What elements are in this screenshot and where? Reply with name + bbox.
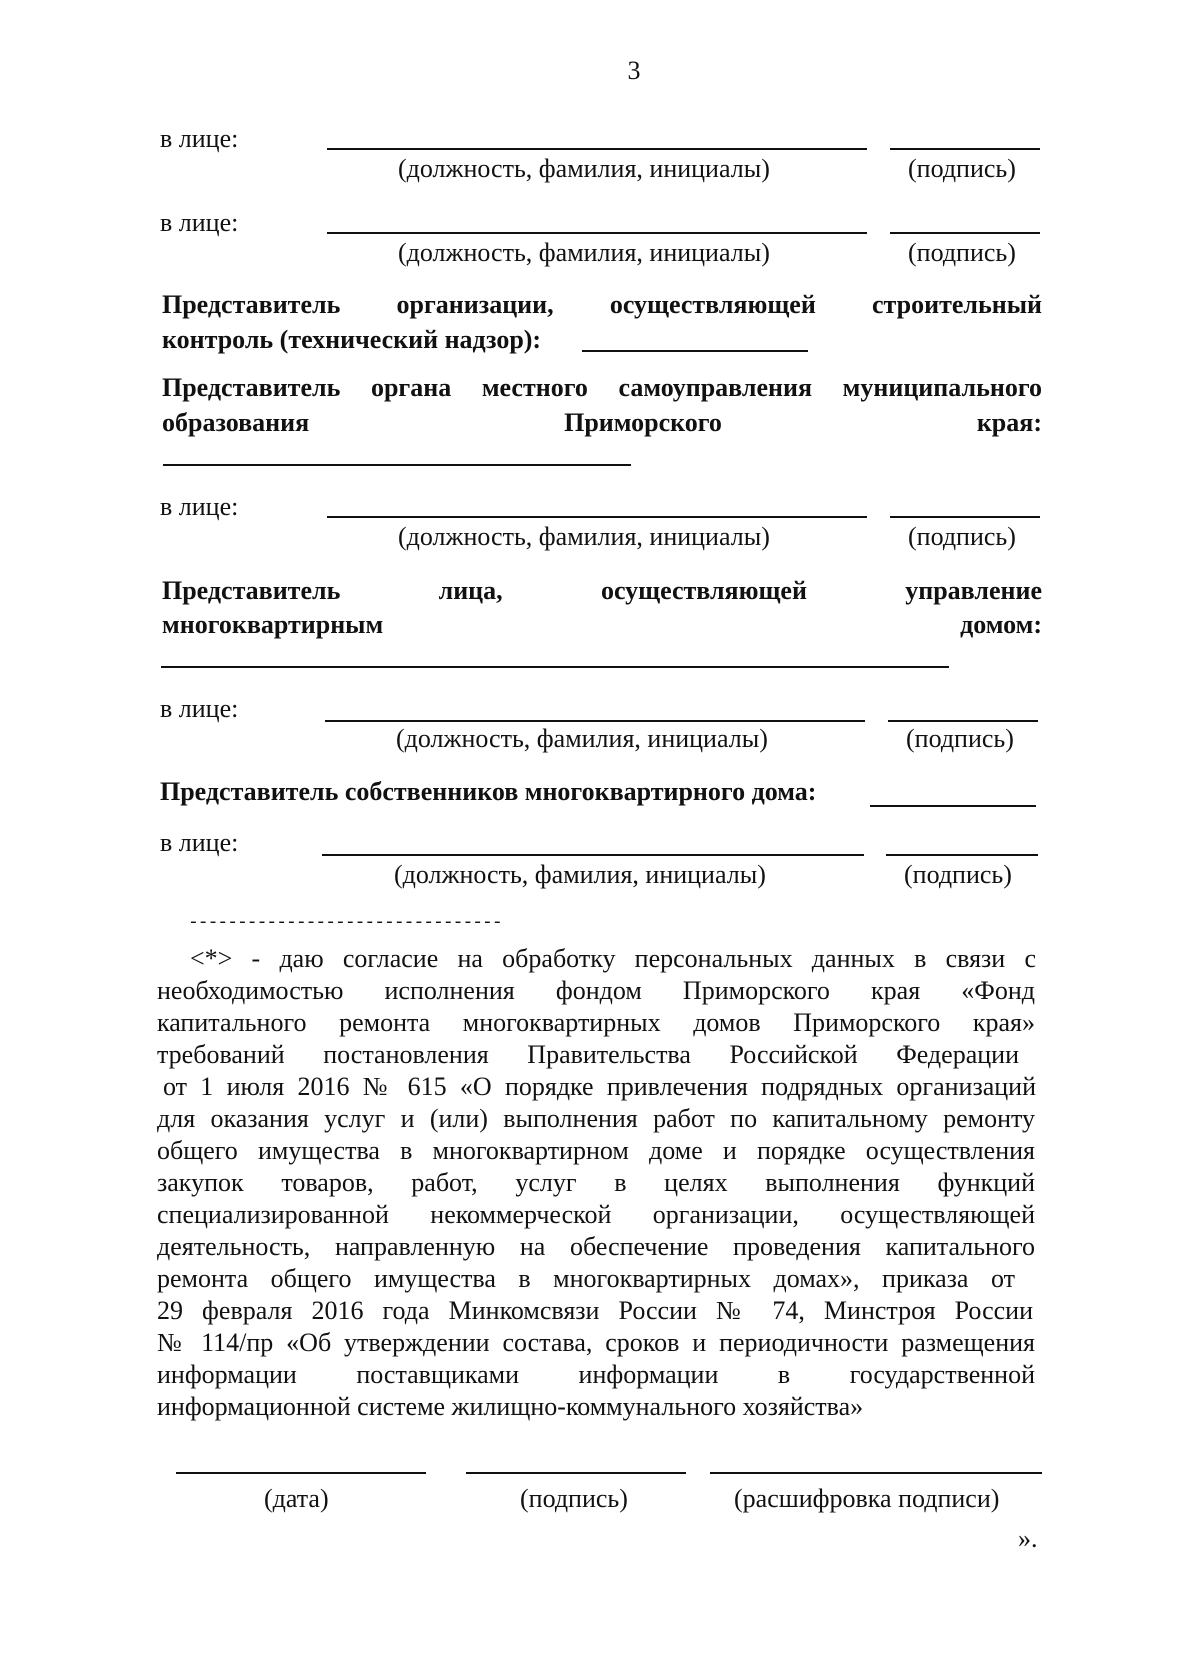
signature-caption: (подпись) (904, 860, 1012, 889)
signature-field-line[interactable] (888, 720, 1038, 722)
local-government-heading (162, 373, 1042, 403)
signature-decode-caption: (расшифровка подписи) (734, 1484, 1000, 1513)
management-heading (162, 576, 1042, 606)
owners-label: Представитель собственников многоквартирного дома: (160, 777, 817, 806)
signature-caption: (подпись) (908, 154, 1016, 183)
heading-word: многоквартирным (162, 610, 384, 639)
heading-word: муниципального (842, 373, 1042, 402)
footnote-separator: -------------------------------- (188, 913, 502, 933)
closing-quote-mark: ». (1018, 1524, 1038, 1553)
signature-caption: (подпись) (908, 522, 1016, 551)
name-field-line[interactable] (327, 148, 867, 150)
heading-word: Приморского (564, 408, 722, 437)
heading-word: Представитель (162, 290, 341, 319)
name-field-line[interactable] (325, 720, 865, 722)
in-person-label: в лице: (160, 694, 239, 723)
footnote-line: <*> - даю согласие на обработку персональных данных в связи с (190, 944, 1036, 973)
heading-word: Представитель (162, 576, 341, 605)
name-field-line[interactable] (327, 232, 867, 234)
footnote-line: капитального ремонта многоквартирных домов Приморского края» (157, 1008, 1035, 1037)
heading-word: домом: (960, 610, 1042, 639)
name-field-line[interactable] (322, 854, 864, 856)
management-field-line[interactable] (161, 666, 949, 668)
footnote-line: 29 февраля 2016 года Минкомсвязи России № 74, Минстроя России (157, 1296, 1033, 1325)
footnote-line: закупок товаров, работ, услуг в целях выполнения функций (157, 1168, 1035, 1197)
footnote-line: от 1 июля 2016 № 615 «О порядке привлечения подрядных организаций (163, 1072, 1036, 1101)
date-field-line[interactable] (176, 1472, 426, 1474)
heading-word: самоуправления (618, 373, 813, 402)
heading-word: органа (370, 373, 452, 402)
signature-field-line[interactable] (466, 1472, 686, 1474)
in-person-label: в лице: (160, 208, 239, 237)
signature-field-line[interactable] (886, 854, 1038, 856)
signature-field-line[interactable] (890, 516, 1040, 518)
heading-word: управление (905, 576, 1042, 605)
in-person-label: в лице: (160, 828, 239, 857)
in-person-label: в лице: (160, 124, 239, 153)
footnote-line: деятельность, направленную на обеспечение проведения капитального (157, 1232, 1035, 1261)
name-caption: (должность, фамилия, инициалы) (396, 724, 768, 753)
heading-word: края: (976, 408, 1042, 437)
construction-control-label: контроль (технический надзор): (162, 325, 542, 354)
in-person-label: в лице: (160, 492, 239, 521)
signature-field-line[interactable] (890, 232, 1040, 234)
construction-control-field-line[interactable] (582, 350, 808, 352)
heading-word: осуществляющей (600, 576, 807, 605)
footnote-line: информации поставщиками информации в государственной (157, 1360, 1035, 1389)
heading-word: Представитель (162, 373, 341, 402)
local-government-field-line[interactable] (163, 464, 631, 466)
footnote-line: № 114/пр «Об утверждении состава, сроков и периодичности размещения (157, 1328, 1035, 1357)
heading-word: организации, (396, 290, 554, 319)
signature-caption: (подпись) (908, 238, 1016, 267)
footnote-line: ремонта общего имущества в многоквартирных домах», приказа от (157, 1264, 1015, 1293)
name-field-line[interactable] (327, 516, 867, 518)
heading-word: строительный (872, 290, 1042, 319)
heading-word: местного (481, 373, 588, 402)
construction-control-heading (162, 290, 1042, 320)
signature-caption: (подпись) (520, 1484, 628, 1513)
heading-word: осуществляющей (609, 290, 816, 319)
footnote-line: необходимостью исполнения фондом Приморского края «Фонд (157, 976, 1035, 1005)
page-number: 3 (627, 56, 641, 85)
management-heading-line2 (162, 610, 1042, 640)
signature-decode-field-line[interactable] (710, 1472, 1042, 1474)
heading-word: образования (162, 408, 310, 437)
name-caption: (должность, фамилия, инициалы) (398, 238, 770, 267)
footnote-line: общего имущества в многоквартирном доме и порядке осуществления (157, 1136, 1035, 1165)
name-caption: (должность, фамилия, инициалы) (394, 860, 766, 889)
owners-field-line[interactable] (870, 805, 1036, 807)
heading-word: лица, (438, 576, 503, 605)
local-government-heading-line2 (162, 408, 1042, 438)
signature-caption: (подпись) (906, 724, 1014, 753)
date-caption: (дата) (264, 1484, 329, 1513)
footnote-line: информационной системе жилищно-коммунального хозяйства» (157, 1392, 864, 1421)
signature-field-line[interactable] (890, 148, 1040, 150)
name-caption: (должность, фамилия, инициалы) (398, 522, 770, 551)
footnote-line: специализированной некоммерческой организации, осуществляющей (157, 1200, 1035, 1229)
footnote-line: для оказания услуг и (или) выполнения работ по капитальному ремонту (157, 1104, 1035, 1133)
footnote-line: требований постановления Правительства Российской Федерации (157, 1040, 1019, 1069)
name-caption: (должность, фамилия, инициалы) (398, 154, 770, 183)
